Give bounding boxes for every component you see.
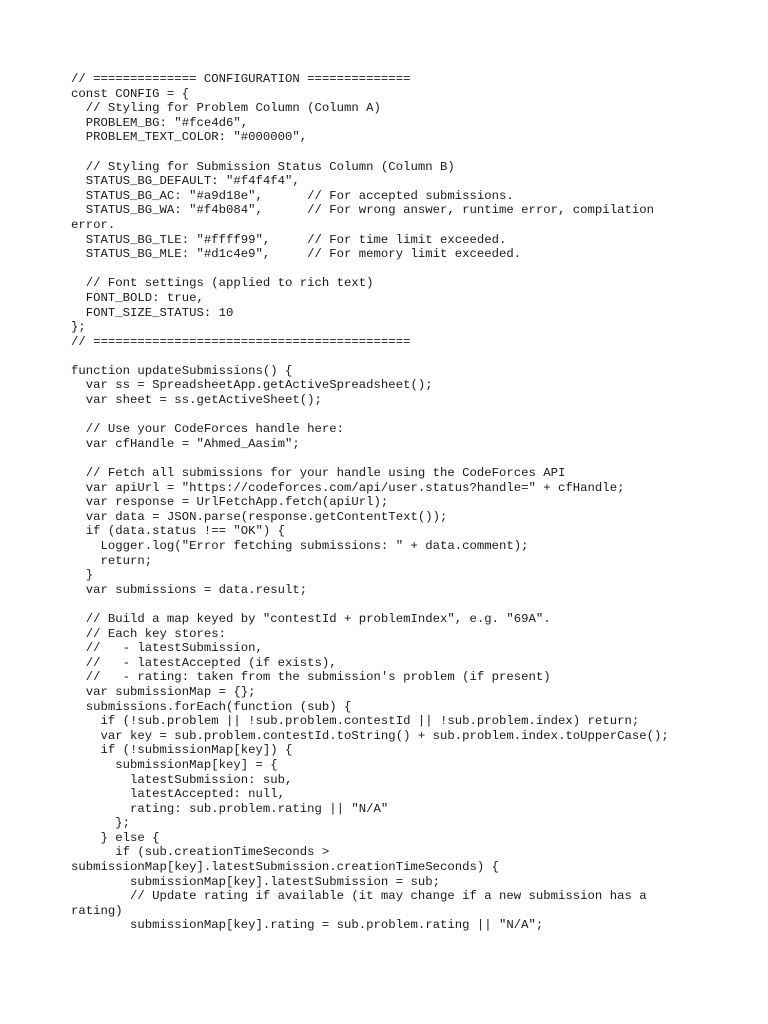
code-line [71,349,741,364]
code-line: // Each key stores: [71,626,226,641]
code-line: latestSubmission: sub, [71,772,293,787]
code-block [71,72,741,933]
code-line: var key = sub.problem.contestId.toString() + sub.problem.index.toUpperCase(); [71,728,669,743]
code-line: error. [71,217,116,232]
code-line: rating) [71,903,123,918]
code-line: // Use your CodeForces handle here: [71,422,345,437]
code-line: if (data.status !== "OK") { [71,524,286,539]
code-line: var cfHandle = "Ahmed_Aasim"; [71,436,300,451]
code-line: // =========================================== [71,334,411,349]
code-line: // Update rating if available (it may change if a new submission has a [71,889,647,904]
code-line: // Styling for Submission Status Column (Column B) [71,159,455,174]
code-line: var apiUrl = "https://codeforces.com/api/user.status?handle=" + cfHandle; [71,480,625,495]
code-line: if (!submissionMap[key]) { [71,743,293,758]
code-line: const CONFIG = { [71,86,190,101]
code-line: if (!sub.problem || !sub.problem.contestId || !sub.problem.index) return; [71,714,640,729]
code-line: STATUS_BG_TLE: "#ffff99", // For time limit exceeded. [71,232,507,247]
code-line: rating: sub.problem.rating || "N/A" [71,801,389,816]
code-line [71,597,741,612]
code-line [71,145,741,160]
code-line [71,262,741,277]
code-line: PROBLEM_BG: "#fce4d6", [71,115,249,130]
code-line: PROBLEM_TEXT_COLOR: "#000000", [71,130,308,145]
code-line: // Fetch all submissions for your handle using the CodeForces API [71,466,566,481]
code-line: // Styling for Problem Column (Column A) [71,101,381,116]
code-line: // ============== CONFIGURATION ============== [71,72,411,86]
code-line: // - latestSubmission, [71,641,263,656]
code-line: // Font settings (applied to rich text) [71,276,374,291]
code-line: submissions.forEach(function (sub) { [71,699,352,714]
code-line: return; [71,553,153,568]
code-line: Logger.log("Error fetching submissions: " + data.comment); [71,539,529,553]
code-line [71,451,741,466]
code-line: } else { [71,830,160,845]
code-line: var sheet = ss.getActiveSheet(); [71,393,322,408]
code-line: }; [71,816,131,831]
code-line: if (sub.creationTimeSeconds > [71,845,330,860]
code-line: // - latestAccepted (if exists), [71,655,337,670]
code-line: function updateSubmissions() { [71,363,293,378]
code-line: STATUS_BG_MLE: "#d1c4e9", // For memory limit exceeded. [71,247,522,262]
code-line [71,408,741,423]
code-line: FONT_BOLD: true, [71,290,204,305]
code-line: submissionMap[key].latestSubmission.creationTimeSeconds) { [71,860,500,875]
code-line: latestAccepted: null, [71,787,286,802]
code-line: submissionMap[key] = { [71,757,278,772]
code-line: STATUS_BG_AC: "#a9d18e", // For accepted submissions. [71,188,514,203]
code-line: submissionMap[key].rating = sub.problem.rating || "N/A"; [71,918,544,933]
code-line: var submissionMap = {}; [71,684,256,699]
code-line: var response = UrlFetchApp.fetch(apiUrl); [71,495,389,510]
code-line: STATUS_BG_WA: "#f4b084", // For wrong answer, runtime error, compilation [71,203,654,218]
code-line: // Build a map keyed by "contestId + problemIndex", e.g. "69A". [71,611,551,626]
code-line: var data = JSON.parse(response.getContentText()); [71,509,448,524]
code-line: STATUS_BG_DEFAULT: "#f4f4f4", [71,174,300,189]
code-line: submissionMap[key].latestSubmission = sub; [71,874,440,889]
code-line: } [71,568,94,583]
code-line: FONT_SIZE_STATUS: 10 [71,305,234,320]
code-line: var submissions = data.result; [71,582,308,597]
code-line: }; [71,320,86,335]
code-line: // - rating: taken from the submission's problem (if present) [71,670,551,685]
code-line: var ss = SpreadsheetApp.getActiveSpreadsheet(); [71,378,433,393]
